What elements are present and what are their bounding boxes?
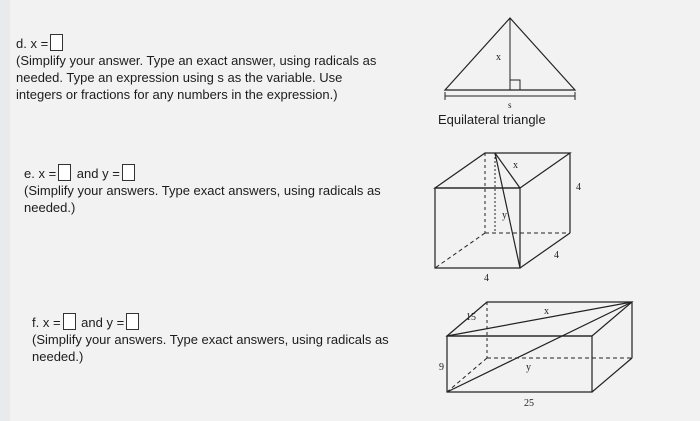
triangle-caption: Equilateral triangle <box>438 112 546 127</box>
question-e <box>24 164 444 216</box>
question-f-and-label: and y = <box>81 315 125 330</box>
problem-sheet <box>10 0 700 421</box>
cube-figure <box>430 150 600 285</box>
question-d <box>16 34 436 103</box>
question-d-instruction-3: integers or fractions for any numbers in the expression.) <box>16 87 338 102</box>
question-f <box>32 313 442 365</box>
answer-f-y-input[interactable] <box>126 313 139 330</box>
question-f-instruction-2: needed.) <box>32 349 84 364</box>
rectangular-prism-figure <box>439 298 640 410</box>
equilateral-triangle-figure <box>430 10 590 110</box>
question-e-label: e. x = <box>24 166 57 181</box>
cube-x-label: x <box>513 160 518 171</box>
answer-f-x-input[interactable] <box>63 313 76 330</box>
cube-side-right-label: 4 <box>576 182 581 193</box>
question-d-label: d. x = <box>16 36 49 51</box>
prism-height-label: 9 <box>439 362 444 373</box>
answer-e-x-input[interactable] <box>58 164 71 181</box>
prism-length-label: 25 <box>524 398 534 409</box>
question-f-instruction-1: (Simplify your answers. Type exact answers, using radicals as <box>32 332 389 347</box>
question-d-instruction-2: needed. Type an expression using s as the variable. Use <box>16 70 343 85</box>
answer-e-y-input[interactable] <box>122 164 135 181</box>
question-f-label: f. x = <box>32 315 61 330</box>
question-e-instruction-1: (Simplify your answers. Type exact answers, using radicals as <box>24 183 381 198</box>
prism-x-label: x <box>544 306 549 317</box>
triangle-x-label: x <box>496 52 501 63</box>
question-e-and-label: and y = <box>76 166 120 181</box>
question-d-instruction-1: (Simplify your answer. Type an exact answer, using radicals as <box>16 53 377 68</box>
prism-width-label: 15 <box>466 312 476 323</box>
cube-y-label: y <box>502 210 507 221</box>
cube-side-bottom-label: 4 <box>484 273 489 284</box>
question-e-instruction-2: needed.) <box>24 200 76 215</box>
answer-d-x-input[interactable] <box>50 34 63 51</box>
prism-y-label: y <box>526 362 531 373</box>
cube-side-inner-label: 4 <box>554 250 559 261</box>
triangle-s-label: s <box>508 100 512 110</box>
